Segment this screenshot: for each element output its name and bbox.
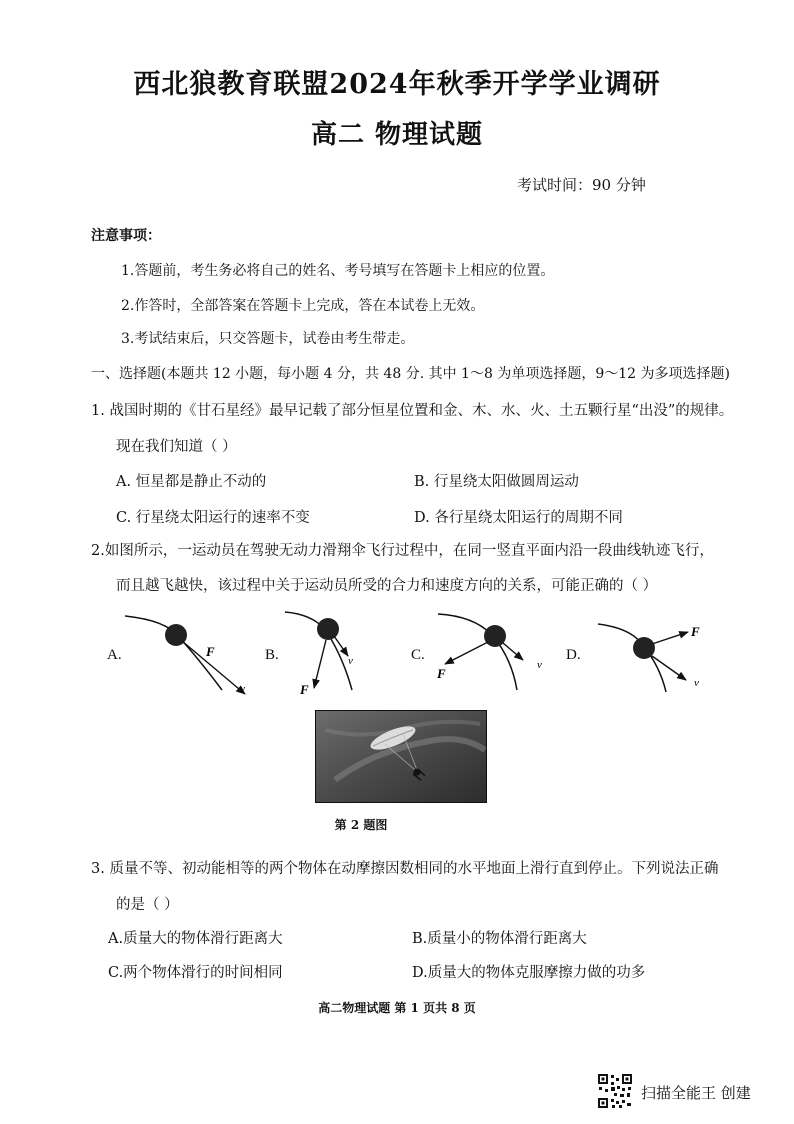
- question-3-stem-cont: 的是（ ）: [116, 897, 179, 913]
- diagram-a: [120, 606, 260, 706]
- question-3-stem: 3. 质量不等、初动能相等的两个物体在动摩擦因数相同的水平地面上滑行直到停止。下列说法正确: [91, 861, 719, 877]
- qr-code-icon: [597, 1073, 633, 1109]
- question-1-stem-cont: 现在我们知道（ ）: [116, 439, 237, 455]
- diagram-d: [590, 606, 720, 706]
- velocity-label: v: [240, 683, 245, 695]
- athlete-ball: [317, 618, 339, 640]
- figure-caption: 第 2 题图: [334, 818, 388, 832]
- force-label: F: [206, 644, 215, 659]
- force-arrow: [314, 640, 326, 688]
- question-1-option-a: A. 恒星都是静止不动的: [116, 474, 267, 490]
- diagram-b: [280, 606, 380, 706]
- athlete-ball: [633, 637, 655, 659]
- question-3-option-b: B.质量小的物体滑行距离大: [412, 931, 587, 947]
- question-3-option-a: A.质量大的物体滑行距离大: [108, 931, 283, 947]
- diagram-label-a: A.: [107, 647, 122, 663]
- question-1-stem: 1. 战国时期的《甘石星经》最早记载了部分恒星位置和金、木、水、火、土五颗行星“出没”的规律。: [91, 403, 734, 419]
- notice-heading: 注意事项：: [91, 228, 161, 244]
- question-3-option-c: C.两个物体滑行的时间相同: [108, 965, 283, 981]
- paraglider-photo: [315, 710, 487, 803]
- notice-item: 1.答题前，考生务必将自己的姓名、考号填写在答题卡上相应的位置。: [121, 263, 555, 279]
- question-1-option-d: D. 各行星绕太阳运行的周期不同: [414, 510, 623, 526]
- page-footer: 高二物理试题 第 1 页共 8 页: [318, 1001, 476, 1015]
- section-heading: 一、选择题(本题共 12 小题，每小题 4 分，共 48 分. 其中 1～8 为单项选择题，9～12 为多项选择题): [91, 366, 730, 382]
- page-title: 西北狼教育联盟2024年秋季开学学业调研: [133, 69, 661, 100]
- athlete-ball: [484, 625, 506, 647]
- velocity-label: v: [694, 677, 699, 689]
- page-subtitle: 高二 物理试题: [310, 120, 484, 150]
- velocity-label: v: [348, 655, 353, 667]
- force-arrow: [445, 642, 488, 664]
- force-label: F: [691, 624, 700, 639]
- trajectory-curve: [438, 614, 517, 690]
- force-arrow: [652, 632, 688, 644]
- question-3-option-d: D.质量大的物体克服摩擦力做的功多: [412, 965, 646, 981]
- diagram-c: [433, 606, 553, 706]
- velocity-arrow: [334, 636, 348, 656]
- question-1-option-b: B. 行星绕太阳做圆周运动: [414, 474, 579, 490]
- question-1-option-c: C. 行星绕太阳运行的速率不变: [116, 510, 310, 526]
- question-2-stem-cont: 而且越飞越快，该过程中关于运动员所受的合力和速度方向的关系，可能正确的（ ）: [116, 578, 658, 594]
- velocity-label: v: [537, 659, 542, 671]
- diagram-label-d: D.: [566, 647, 581, 663]
- notice-item: 3.考试结束后，只交答题卡，试卷由考生带走。: [121, 331, 415, 347]
- diagram-label-c: C.: [411, 647, 425, 663]
- exam-time: 考试时间：90 分钟: [517, 176, 646, 194]
- question-2-stem: 2.如图所示，一运动员在驾驶无动力滑翔伞飞行过程中，在同一竖直平面内沿一段曲线轨迹飞行，: [91, 543, 714, 559]
- force-label: F: [437, 666, 446, 681]
- diagram-label-b: B.: [265, 647, 279, 663]
- force-label: F: [300, 682, 309, 697]
- notice-item: 2.作答时，全部答案在答题卡上完成，答在本试卷上无效。: [121, 298, 485, 314]
- scanner-watermark: 扫描全能王 创建: [641, 1084, 751, 1102]
